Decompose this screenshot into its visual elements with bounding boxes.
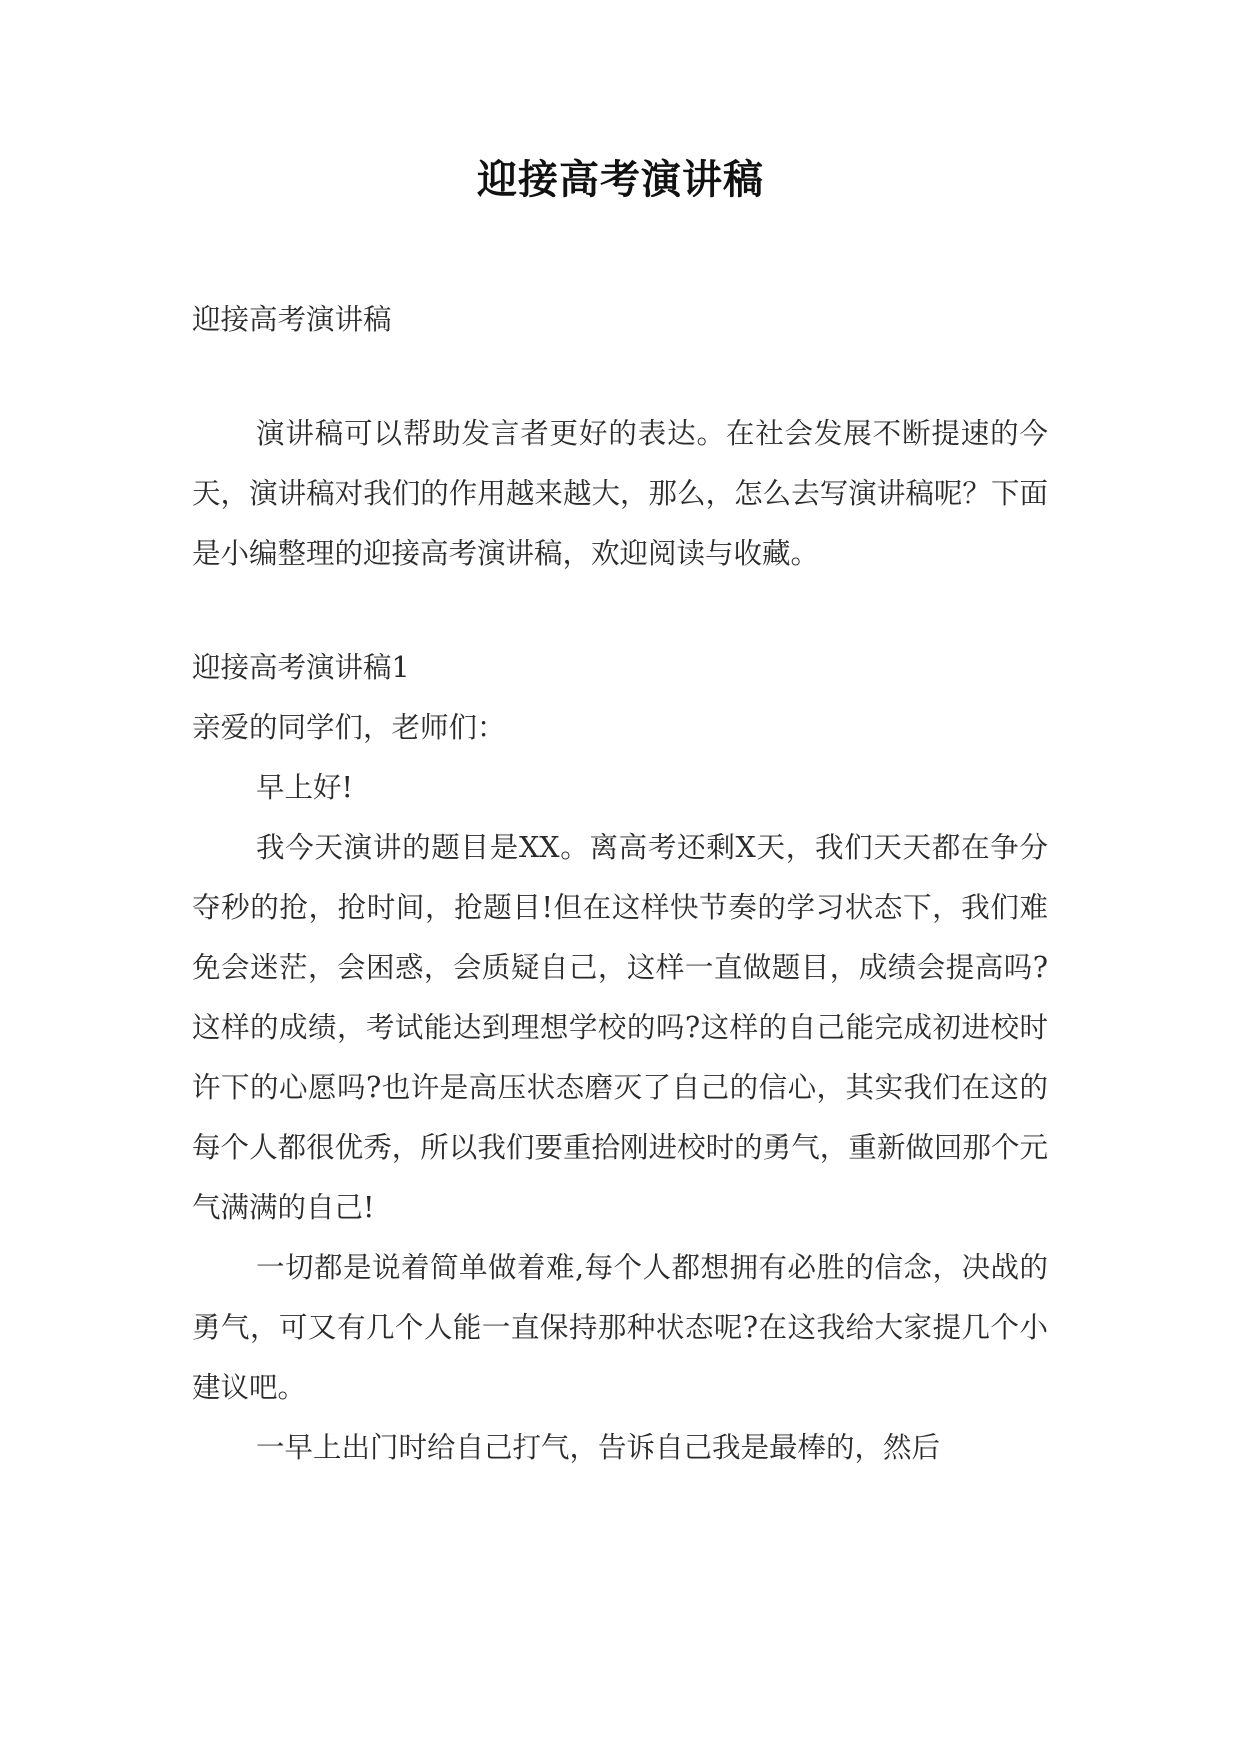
greeting: 早上好! [256, 771, 353, 804]
document-subtitle: 迎接高考演讲稿 [192, 303, 392, 336]
document-title: 迎接高考演讲稿 [477, 156, 764, 203]
salutation: 亲爱的同学们，老师们： [192, 711, 506, 744]
body-paragraph: 一切都是说着简单做着难,每个人都想拥有必胜的信念，决战的勇气，可又有几个人能一直保持那种状态呢?在这我给大家提几个小建议吧。 [192, 1251, 1048, 1404]
intro-paragraph: 演讲稿可以帮助发言者更好的表达。在社会发展不断提速的今天，演讲稿对我们的作用越来越大，那么，怎么去写演讲稿呢？下面是小编整理的迎接高考演讲稿，欢迎阅读与收藏。 [192, 417, 1048, 570]
section-heading: 迎接高考演讲稿1 [192, 651, 410, 684]
body-paragraph: 我今天演讲的题目是XX。离高考还剩X天，我们天天都在争分夺秒的抢，抢时间，抢题目!但在这样快节奏的学习状态下，我们难免会迷茫，会困惑，会质疑自己，这样一直做题目，成绩会提高吗?这样的成绩，考试能达到理想学校的吗?这样的自己能完成初进校时许下的心愿吗?也许是高压状态磨灭了自己的信心，其实我们在这的每个人都很优秀，所以我们要重拾刚进校时的勇气，重新做回那个元气满满的自己! [192, 831, 1048, 1224]
document-body [192, 290, 1048, 1478]
body-paragraph: 一早上出门时给自己打气，告诉自己我是最棒的，然后 [256, 1431, 941, 1464]
